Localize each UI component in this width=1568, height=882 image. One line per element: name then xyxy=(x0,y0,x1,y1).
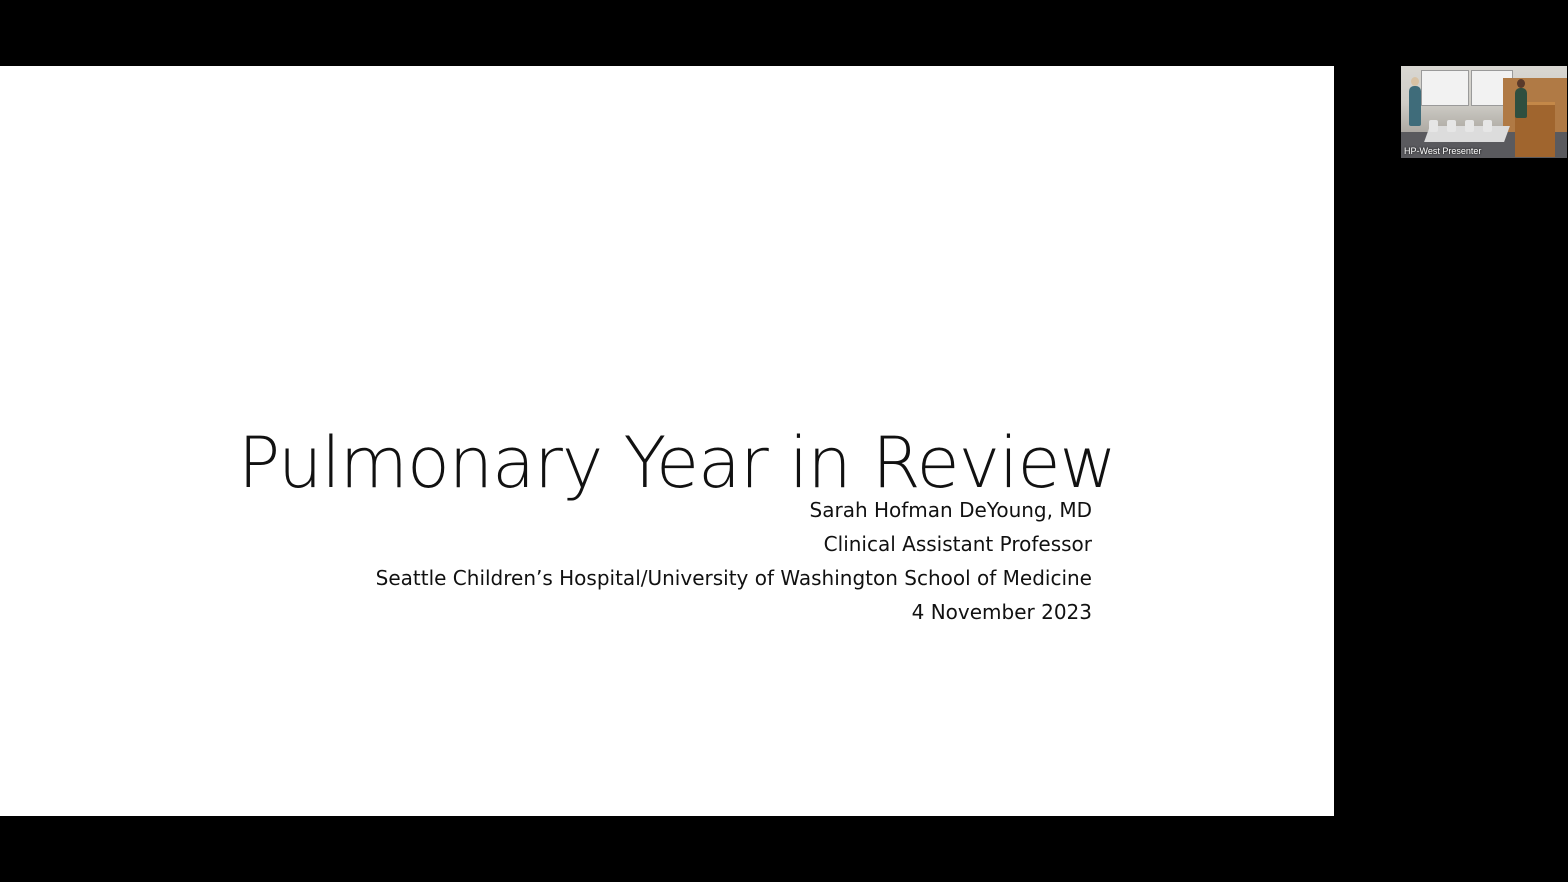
presenter-affiliation: Seattle Children’s Hospital/University of Washington School of Medicine xyxy=(375,566,1092,590)
slide-subtitle xyxy=(376,493,1092,629)
room-chair xyxy=(1465,120,1474,132)
presenter-video-tile[interactable] xyxy=(1401,66,1567,158)
person-at-podium xyxy=(1515,88,1527,118)
presenter-name: Sarah Hofman DeYoung, MD xyxy=(809,498,1092,522)
whiteboard xyxy=(1421,70,1469,106)
presentation-date: 4 November 2023 xyxy=(911,600,1092,624)
room-chair xyxy=(1429,120,1438,132)
shared-slide xyxy=(0,66,1334,816)
room-chair xyxy=(1447,120,1456,132)
person-standing xyxy=(1409,86,1421,126)
room-chair xyxy=(1483,120,1492,132)
presenter-role: Clinical Assistant Professor xyxy=(823,532,1092,556)
slide-title: Pulmonary Year in Review xyxy=(238,422,1116,504)
participant-name-label: HP-West Presenter xyxy=(1404,146,1482,156)
